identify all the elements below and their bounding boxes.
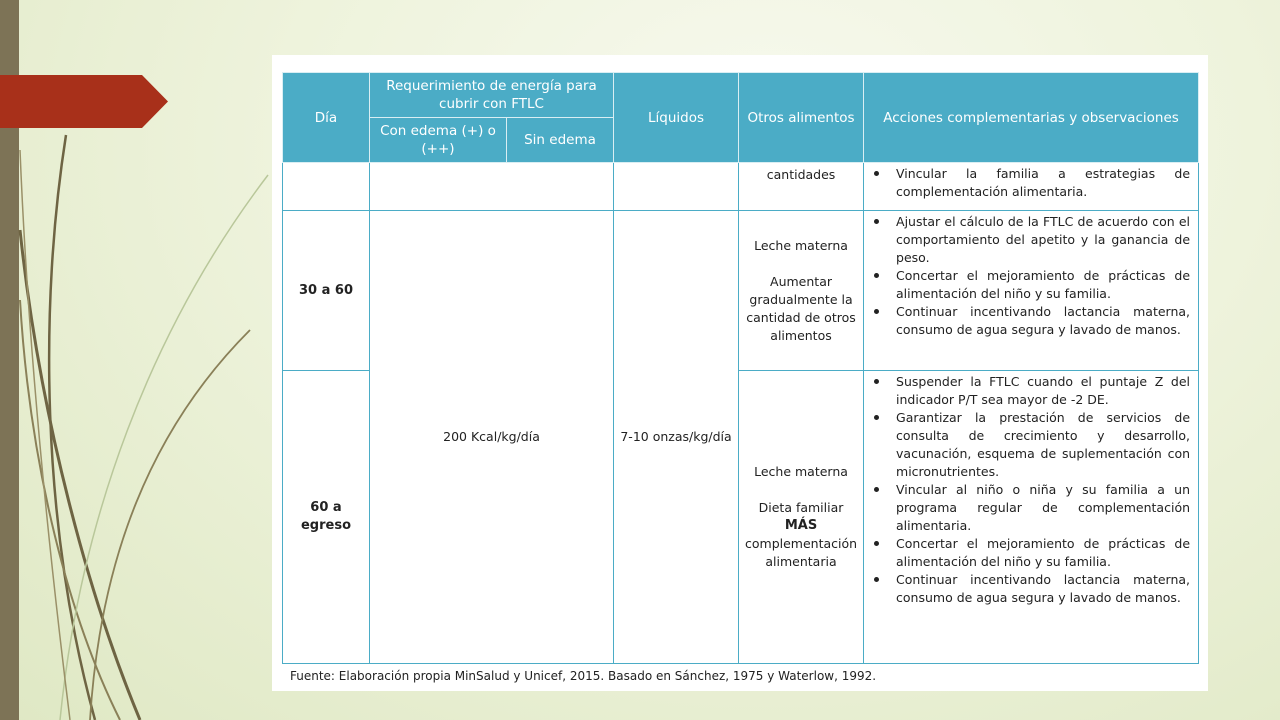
list-item: Concertar el mejoramiento de prácticas de alimentación del niño y su familia. — [868, 267, 1190, 303]
otros-line: Leche materna — [754, 237, 848, 253]
cont-dia-cell — [283, 163, 370, 211]
dia-60-egreso: 60 a egreso — [283, 371, 370, 664]
list-item: Continuar incentivando lactancia materna, consumo de agua segura y lavado de manos. — [868, 303, 1190, 339]
otros-line: Dieta familiar — [758, 500, 844, 515]
list-item: Vincular al niño o niña y su familia a un programa regular de complementación alimentaria. — [868, 481, 1190, 535]
acciones-60-egreso — [864, 371, 1199, 664]
list-item: Suspender la FTLC cuando el puntaje Z del indicador P/T sea mayor de -2 DE. — [868, 373, 1190, 409]
header-requerimiento: Requerimiento de energía para cubrir con FTLC — [370, 73, 614, 118]
header-liquidos: Líquidos — [614, 73, 739, 163]
decorative-grass — [0, 0, 280, 720]
source-note: Fuente: Elaboración propia MinSalud y Unicef, 2015. Basado en Sánchez, 1975 y Waterlow, 1992. — [290, 669, 877, 683]
header-con-edema: Con edema (+) o (++) — [370, 118, 507, 163]
table-card — [272, 55, 1208, 691]
otros-30-60 — [739, 211, 864, 371]
header-sin-edema: Sin edema — [507, 118, 614, 163]
header-acciones: Acciones complementarias y observaciones — [864, 73, 1199, 163]
list-item: Continuar incentivando lactancia materna, consumo de agua segura y lavado de manos. — [868, 571, 1190, 607]
acciones-30-60 — [864, 211, 1199, 371]
header-dia: Día — [283, 73, 370, 163]
cont-liquidos-cell — [614, 163, 739, 211]
otros-line: Aumentar gradualmente la cantidad de otros alimentos — [746, 273, 856, 343]
energia-cell: 200 Kcal/kg/día — [370, 211, 614, 664]
header-otros: Otros alimentos — [739, 73, 864, 163]
liquidos-cell: 7-10 onzas/kg/día — [614, 211, 739, 664]
cont-otros-cell: cantidades — [739, 163, 864, 211]
nutrition-table — [282, 72, 1199, 664]
list-item: Garantizar la prestación de servicios de consulta de crecimiento y desarrollo, vacunación, esquema de suplementación con micronutrientes. — [868, 409, 1190, 481]
cont-energia-cell — [370, 163, 614, 211]
list-item: Concertar el mejoramiento de prácticas de alimentación del niño y su familia. — [868, 535, 1190, 571]
otros-line-bold: MÁS — [784, 518, 818, 533]
dia-30-60: 30 a 60 — [283, 211, 370, 371]
otros-60-egreso — [739, 371, 864, 664]
otros-line: Leche materna — [754, 464, 848, 479]
list-item: Ajustar el cálculo de la FTLC de acuerdo con el comportamiento del apetito y la ganancia de peso. — [868, 213, 1190, 267]
otros-line: complementación alimentaria — [745, 536, 858, 569]
list-item: Vincular la familia a estrategias de complementación alimentaria. — [868, 165, 1190, 201]
cont-acciones-cell — [864, 163, 1199, 211]
